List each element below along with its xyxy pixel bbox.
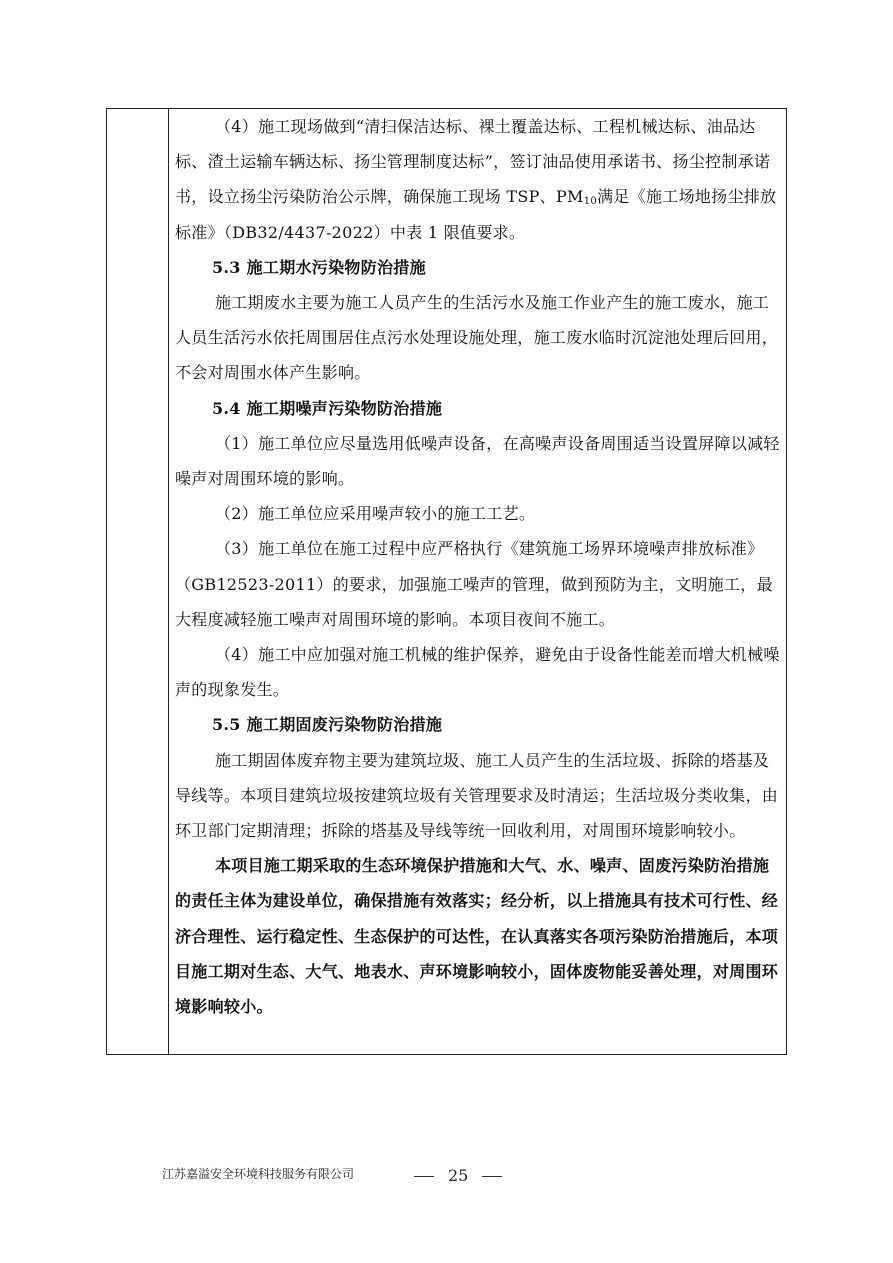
- page-number-value: 25: [448, 1166, 469, 1185]
- paragraph-noise-2: （2）施工单位应采用噪声较小的施工工艺。: [215, 504, 536, 524]
- pm10-subscript: 10: [583, 196, 598, 208]
- content-cell: [175, 109, 782, 1024]
- paragraph-solid-waste: 施工期固体废弃物主要为建筑垃圾、施工人员产生的生活垃圾、拆除的塔基及导线等。本项目建筑垃圾按建筑垃圾有关管理要求及时清运；生活垃圾分类收集，由环卫部门定期清理；拆除的塔基及导线等统一回收利用，对周围环境影响较小。: [175, 750, 779, 841]
- paragraph-water: 施工期废水主要为施工人员产生的生活污水及施工作业产生的施工废水，施工人员生活污水依托周围居住点污水处理设施处理，施工废水临时沉淀池处理后回用，不会对周围水体产生影响。: [175, 293, 779, 383]
- footer-company: 江苏嘉溢安全环境科技服务有限公司: [162, 1167, 355, 1181]
- paragraph-noise-1: （1）施工单位应尽量选用低噪声设备，在高噪声设备周围适当设置屏障以减轻噪声对周围环境的影响。: [175, 433, 780, 489]
- heading-5-5: 5.5 施工期固废污染物防治措施: [212, 715, 443, 735]
- heading-5-4: 5.4 施工期噪声污染物防治措施: [212, 398, 443, 418]
- content-table: [106, 108, 787, 1055]
- paragraph-dust-control: （4）施工现场做到“清扫保洁达标、裸土覆盖达标、工程机械达标、油品达标、渣土运输车辆达标、扬尘管理制度达标”，签订油品使用承诺书、扬尘控制承诺书，设立扬尘污染防治公示牌，确保施工现场 TSP、$PM_{10}$满足《施工场地扬尘排放标准》（DB32/4437-2022）中表 1 限值要求。: [175, 117, 777, 242]
- paragraph-conclusion: 本项目施工期采取的生态环境保护措施和大气、水、噪声、固废污染防治措施的责任主体为建设单位，确保措施有效落实；经分析，以上措施具有技术可行性、经济合理性、运行稳定性、生态保护的可达性，在认真落实各项污染防治措施后，本项目施工期对生态、大气、地表水、声环境影响较小，固体废物能妥善处理，对周围环境影响较小。: [175, 856, 779, 1017]
- column-divider: [168, 109, 169, 1054]
- heading-5-3: 5.3 施工期水污染物防治措施: [212, 257, 426, 277]
- dash-right: [482, 1176, 502, 1177]
- page-number: [400, 1166, 516, 1185]
- dash-left: [414, 1176, 434, 1177]
- paragraph-noise-3: （3）施工单位在施工过程中应严格执行《建筑施工场界环境噪声排放标准》（GB12523-2011）的要求，加强施工噪声的管理，做到预防为主，文明施工，最大程度减轻施工噪声对周围环境的影响。本项目夜间不施工。: [175, 539, 773, 629]
- paragraph-noise-4: （4）施工中应加强对施工机械的维护保养，避免由于设备性能差而增大机械噪声的现象发生。: [175, 645, 780, 700]
